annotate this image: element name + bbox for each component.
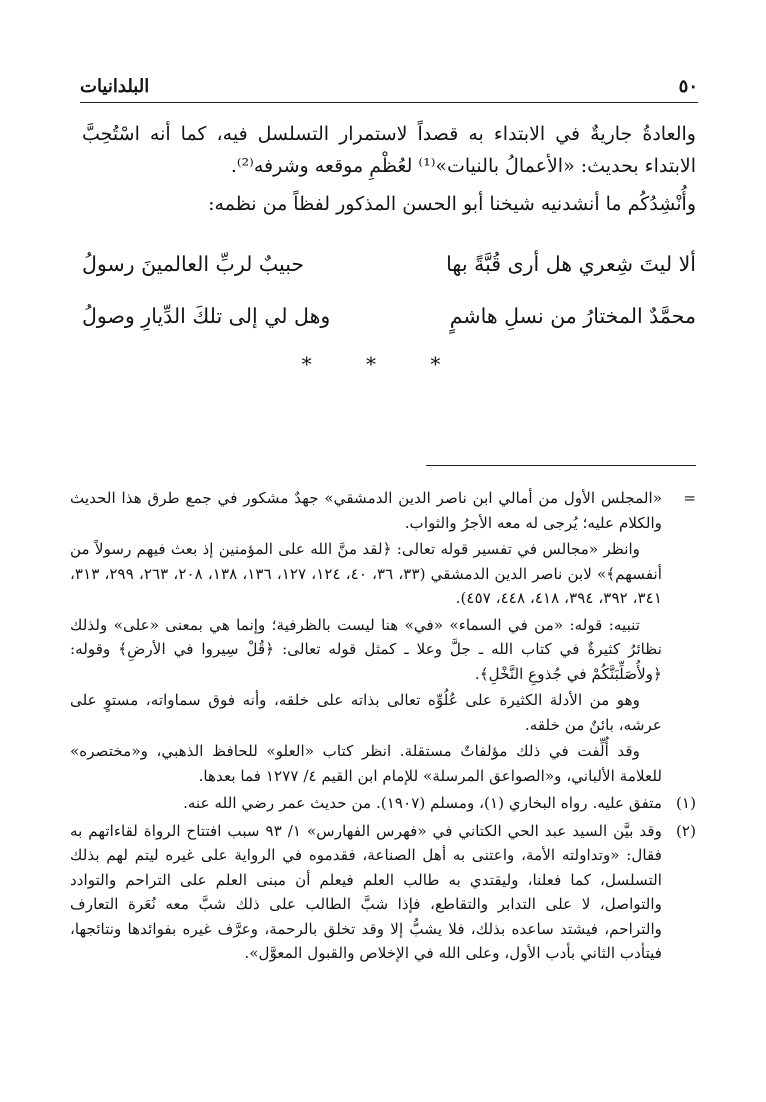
footnote-body — [70, 486, 662, 790]
footnote-paragraph: متفق عليه. رواه البخاري (١)، ومسلم (١٩٠٧). من حديث عمر رضي الله عنه. — [183, 794, 662, 812]
footnote-body — [70, 791, 662, 818]
footnote-paragraph: وانظر «مجالس في تفسير قوله تعالى: ﴿لقد منَّ الله على المؤمنين إذ بعث فيهم رسولاً من أنفسهم﴾» لابن ناصر الدين الدمشقي (٣٣، ٣٦، ٤٠، ١٢٤، ١٢٧، ١٣٦، ١٣٨، ٢٠٨، ٢٦٣، ٢٩٩، ٣١٣، ٣٤١، ٣٩٢، ٣٩٤، ٤١٨، ٤٤٨، ٤٥٧). — [70, 540, 662, 607]
footnote-1 — [70, 791, 696, 818]
page-number: ٥٠ — [678, 75, 698, 97]
poem — [82, 238, 696, 342]
verse-2-second-hemistich: وهل لي إلى تلكَ الدِّيارِ وصولُ — [82, 304, 331, 328]
paragraph-1: والعادةُ جاريةٌ في الابتداء به قصداً لاستمرار التسلسل فيه، كما أنه اسْتُحِبَّ الابتداء بحديث: «الأعمالُ بالنيات»⁽¹⁾ لعُظْمِ موقعه وشرفه⁽²⁾. — [82, 123, 696, 177]
footnotes — [70, 486, 696, 969]
main-text — [82, 118, 696, 220]
footnote-paragraph: وقد أُلِّفت في ذلك مؤلفاتٌ مستقلة. انظر كتاب «العلو» للحافظ الذهبي، و«مختصره» للعلامة الألباني، و«الصواعق المرسلة» للإمام ابن القيم ٤/ ١٢٧٧ فما بعدها. — [70, 742, 662, 785]
footnote-rule — [426, 465, 696, 466]
footnote-paragraph: تنبيه: قوله: «من في السماء» «في» هنا ليست بالظرفية؛ وإنما هي بمعنى «على» ولذلك نظائرُ كثيرةٌ في كتاب الله ـ جلَّ وعلا ـ كمثل قوله تعالى: ﴿قُلْ سِيروا في الأرضِ﴾ وقوله: ﴿ولأُصَلِّبَنَّكُمْ في جُذوعِ النَّخْلِ﴾. — [70, 615, 662, 683]
footnote-body — [70, 819, 662, 968]
running-title: البلدانيات — [80, 75, 150, 97]
page-header — [80, 70, 698, 103]
section-separator: * * * — [301, 352, 465, 376]
footnote-continued — [70, 486, 696, 790]
footnote-mark: (٢) — [675, 821, 696, 840]
footnote-paragraph: وقد بيَّن السيد عبد الحي الكتاني في «فهرس الفهارس» ١/ ٩٣ سبب افتتاح الرواة لقاءاتهم به فقال: «وتداولته الأمة، واعتنى به أهل الصناعة، فقدموه في الرواية على غيره ليتم لهم بذلك التسلسل، كما فعلنا، وليقتدي به طالب العلم فيعلم أن مبنى العلم على التراحم والتوادد والتواصل، لا على التدابر والتقاطع، فإذا شبَّ الطالب على ذلك شبَّ معه نُعَرة التعارف والتراحم، فيشتد ساعده بذلك، فلا يشبُّ إلا وقد تخلق بالرحمة، وعرَّف غيره بفوائدها ونتائجها، فيتأدب الثاني بأدب الأول، وعلى الله في الإخلاص والقبول المعوَّل». — [70, 821, 662, 962]
verse-1-first-hemistich: ألا ليتَ شِعري هل أرى قُبَّةً بها — [446, 252, 696, 276]
verse-1-second-hemistich: حبيبٌ لربِّ العالمينَ رسولُ — [82, 252, 305, 276]
footnote-2 — [70, 819, 696, 968]
verse-2-first-hemistich: محمَّدٌ المختارُ من نسلِ هاشمٍ — [449, 304, 696, 328]
footnote-paragraph: «المجلس الأول من أمالي ابن ناصر الدين الدمشقي» جهدٌ مشكور في جمع طرق هذا الحديث والكلام عليه؛ يُرجى له معه الأجرُ والثواب. — [70, 489, 662, 532]
footnote-mark: = — [683, 489, 696, 507]
paragraph-2: وأُنْشِدُكُم ما أنشدنيه شيخنا أبو الحسن المذكور لفظاً من نظمه: — [208, 193, 696, 215]
footnote-mark: (١) — [675, 794, 696, 812]
footnote-paragraph: وهو من الأدلة الكثيرة على عُلُوِّه تعالى بذاته على خلقه، وأنه فوق سماواته، مستوٍ على عرشه، بائنٌ من خلقه. — [70, 691, 662, 734]
verse-1 — [82, 238, 696, 290]
verse-2 — [82, 290, 696, 342]
